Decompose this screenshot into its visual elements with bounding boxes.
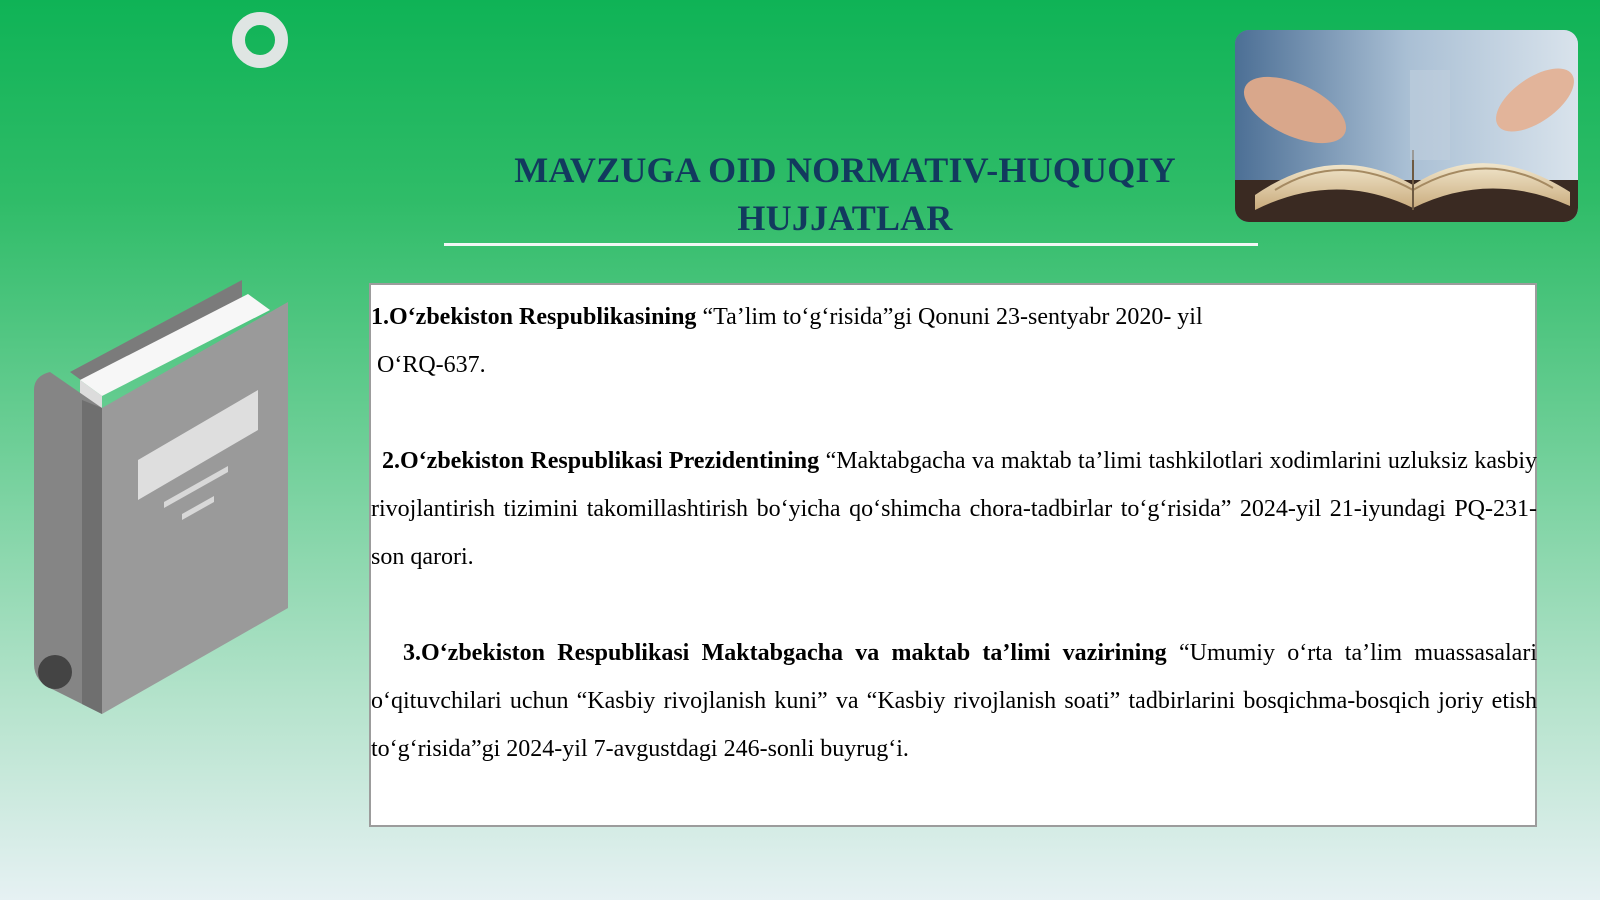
binder-icon	[20, 280, 300, 740]
document-2-issuer: 2.O‘zbekiston Respublikasi Prezidentining	[382, 448, 820, 474]
document-item-1	[371, 293, 1537, 389]
document-3-text: “Umumiy o‘rta ta’lim muassasalari o‘qituvchilari uchun “Kasbiy rivojlanish kuni” va “Kasbiy rivojlanish soati” tadbirlarini bosqichma-bosqich joriy etish to‘g‘risida”gi 2024-yil 7-avgustdagi 246-sonli buyrug‘i.	[371, 640, 1537, 762]
documents-panel	[369, 283, 1537, 827]
document-3-issuer: 3.O‘zbekiston Respublikasi Maktabgacha va maktab ta’limi vazirining	[403, 640, 1167, 666]
open-book-photo	[1235, 30, 1578, 222]
document-item-3	[371, 629, 1537, 773]
decorative-ring-icon	[232, 12, 288, 68]
document-1-number: O‘RQ-637.	[377, 352, 486, 378]
document-1-issuer: 1.O‘zbekiston Respublikasining	[371, 304, 697, 330]
title-underline	[444, 243, 1258, 246]
slide-title: MAVZUGA OID NORMATIV-HUQUQIY HUJJATLAR	[514, 150, 1176, 238]
document-2-text: “Maktabgacha va maktab ta’limi tashkilotlari xodimlarini uzluksiz kasbiy rivojlantirish tizimini takomillashtirish bo‘yicha qo‘shimcha chora-tadbirlar to‘g‘risida” 2024-yil 21-iyundagi PQ-231-son qarori.	[371, 448, 1537, 570]
document-1-text: “Ta’lim to‘g‘risida”gi Qonuni 23-sentyabr 2020- yil	[696, 304, 1203, 330]
document-item-2	[371, 437, 1537, 581]
